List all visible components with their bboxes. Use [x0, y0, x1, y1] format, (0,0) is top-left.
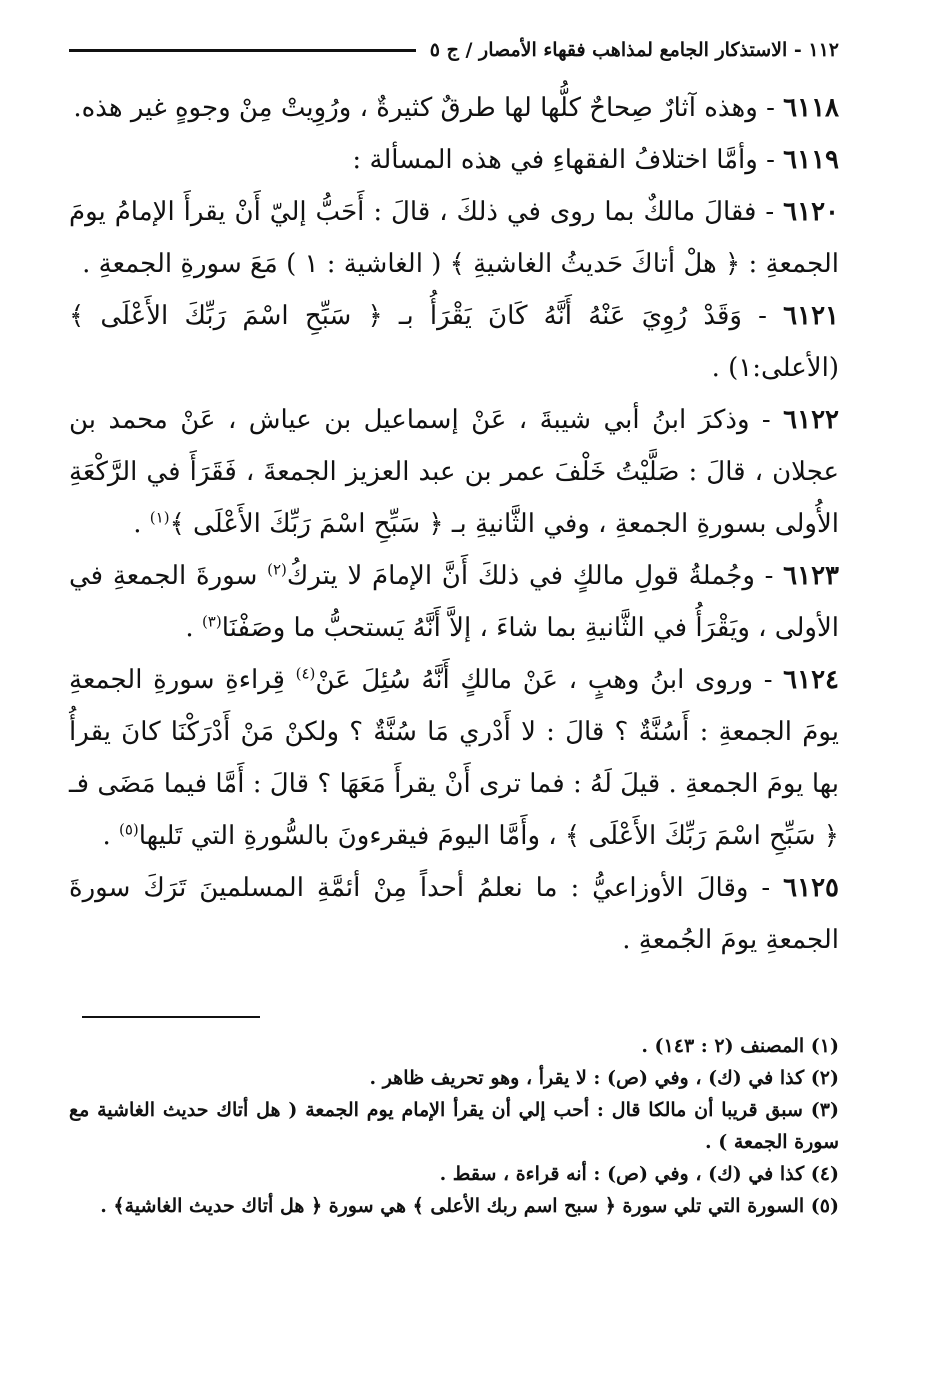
- paragraph-6119: [69, 134, 839, 186]
- paragraph-text: - وقالَ الأوزاعيُّ : ما نعلمُ أحداً مِنْ أئمَّةِ المسلمينَ تَرَكَ سورةَ الجمعةِ يومَ الجُمعةِ .: [69, 873, 839, 955]
- footnote-ref: (٤): [295, 664, 316, 683]
- footnote-ref: (١): [149, 508, 170, 527]
- paragraph-number: ٦١١٨: [783, 93, 839, 123]
- footnote-separator: [82, 1016, 260, 1018]
- header-rule: [69, 49, 416, 52]
- footnote-3: (٣) سبق قريبا أن مالكا قال : أحب إلي أن يقرأ الإمام يوم الجمعة ( هل أتاك حديث الغاشية مع سورة الجمعة ) .: [69, 1099, 839, 1153]
- paragraph-6124: [69, 654, 839, 862]
- paragraph-6125: [69, 862, 839, 966]
- footnote-ref: (٥): [118, 820, 139, 839]
- paragraph-text: - وهذه آثارٌ صِحاحٌ كلُّها لها طرقٌ كثيرةٌ ، ورُوِيتْ مِنْ وجوهٍ غير هذه.: [73, 93, 784, 123]
- footnote-1: (١) المصنف (٢ : ١٤٣) .: [641, 1035, 839, 1057]
- paragraph-tail: .: [102, 821, 119, 851]
- running-header: [69, 30, 839, 70]
- paragraph-number: ٦١٢٠: [783, 197, 839, 227]
- paragraph-tail: .: [185, 613, 202, 643]
- paragraph-tail: .: [133, 509, 150, 539]
- paragraph-number: ٦١١٩: [783, 145, 839, 175]
- paragraph-6118: [69, 82, 839, 134]
- paragraph-6120: [69, 186, 839, 290]
- paragraph-text: - فقالَ مالكٌ بما روى في ذلكَ ، قالَ : أَحَبُّ إليّ أَنْ يقرأَ الإمامُ يومَ الجمعةِ : ﴿ هلْ أتاكَ حَديثُ الغاشيةِ ﴾ ( الغاشية : ١ ) مَعَ سورةِ الجمعةِ .: [69, 197, 839, 279]
- paragraph-tail: قِراءةِ سورةِ الجمعةِ يومَ الجمعةِ : أَسُنَّةٌ ؟ قالَ : لا أَدْري مَا سُنَّةٌ ؟ ولكنْ مَنْ أَدْرَكْنَا كانَ يقرأُ بها يومَ الجمعةِ . قيلَ لَهُ : فما ترى أَنْ يقرأَ مَعَهَا ؟ قالَ : أَمَّا فيما مَضَى فـ ﴿ سَبِّحِ اسْمَ رَبِّكَ الأَعْلَى ﴾ ، وأَمَّا اليومَ فيقرءونَ بالسُّورةِ التي تَليها: [69, 665, 839, 851]
- paragraph-number: ٦١٢٣: [783, 561, 839, 591]
- paragraph-text: - وجُملةُ قولِ مالكٍ في ذلكَ أَنَّ الإمامَ لا يتركُ: [286, 561, 784, 591]
- header-title: ١١٢ - الاستذكار الجامع لمذاهب فقهاء الأمصار / ج ٥: [429, 39, 839, 61]
- footnote-4: (٤) كذا في (ك) ، وفي (ص) : أنه قراءة ، سقط .: [439, 1163, 839, 1185]
- footnote-5: (٥) السورة التي تلي سورة ﴿ سبح اسم ربك الأعلى ﴾ هي سورة ﴿ هل أتاك حديث الغاشية﴾ .: [100, 1195, 839, 1217]
- main-text: [69, 82, 839, 966]
- paragraph-number: ٦١٢٤: [783, 665, 839, 695]
- paragraph-6121: [69, 290, 839, 394]
- footnote-ref: (٣): [201, 612, 222, 631]
- paragraph-number: ٦١٢٥: [783, 873, 839, 903]
- footnote-2: (٢) كذا في (ك) ، وفي (ص) : لا يقرأ ، وهو تحريف ظاهر .: [369, 1067, 839, 1089]
- paragraph-text: - وَقَدْ رُوِيَ عَنْهُ أَنَّهُ كَانَ يَقْرَأُ بـ ﴿ سَبِّحِ اسْمَ رَبِّكَ الأَعْلَى ﴾ (الأعلى:١) .: [69, 301, 839, 383]
- paragraph-text: - وروى ابنُ وهبٍ ، عَنْ مالكٍ أَنَّهُ سُئِلَ عَنْ: [315, 665, 784, 695]
- footnotes: [69, 1030, 839, 1222]
- paragraph-number: ٦١٢١: [783, 301, 839, 331]
- paragraph-6122: [69, 394, 839, 550]
- paragraph-text: - وذكرَ ابنُ أبي شيبةَ ، عَنْ إسماعيل بن عياش ، عَنْ محمد بن عجلان ، قالَ : صَلَّيْتُ خَلْفَ عمر بن عبد العزيز الجمعةَ ، فَقَرَأَ في الرَّكْعَةِ الأُولى بسورةِ الجمعةِ ، وفي الثَّانيةِ بـ ﴿ سَبِّحِ اسْمَ رَبِّكَ الأَعْلَى ﴾: [69, 405, 839, 539]
- paragraph-tail: سورةَ الجمعةِ في الأولى ، ويَقْرَأُ في الثَّانيةِ بما شاءَ ، إلاَّ أَنَّهُ يَستحبُّ ما وصَفْنَا: [69, 561, 839, 643]
- paragraph-text: - وأمَّا اختلافُ الفقهاءِ في هذه المسألة :: [352, 145, 784, 175]
- footnote-ref: (٢): [267, 560, 287, 579]
- paragraph-number: ٦١٢٢: [783, 405, 839, 435]
- paragraph-6123: [69, 550, 839, 654]
